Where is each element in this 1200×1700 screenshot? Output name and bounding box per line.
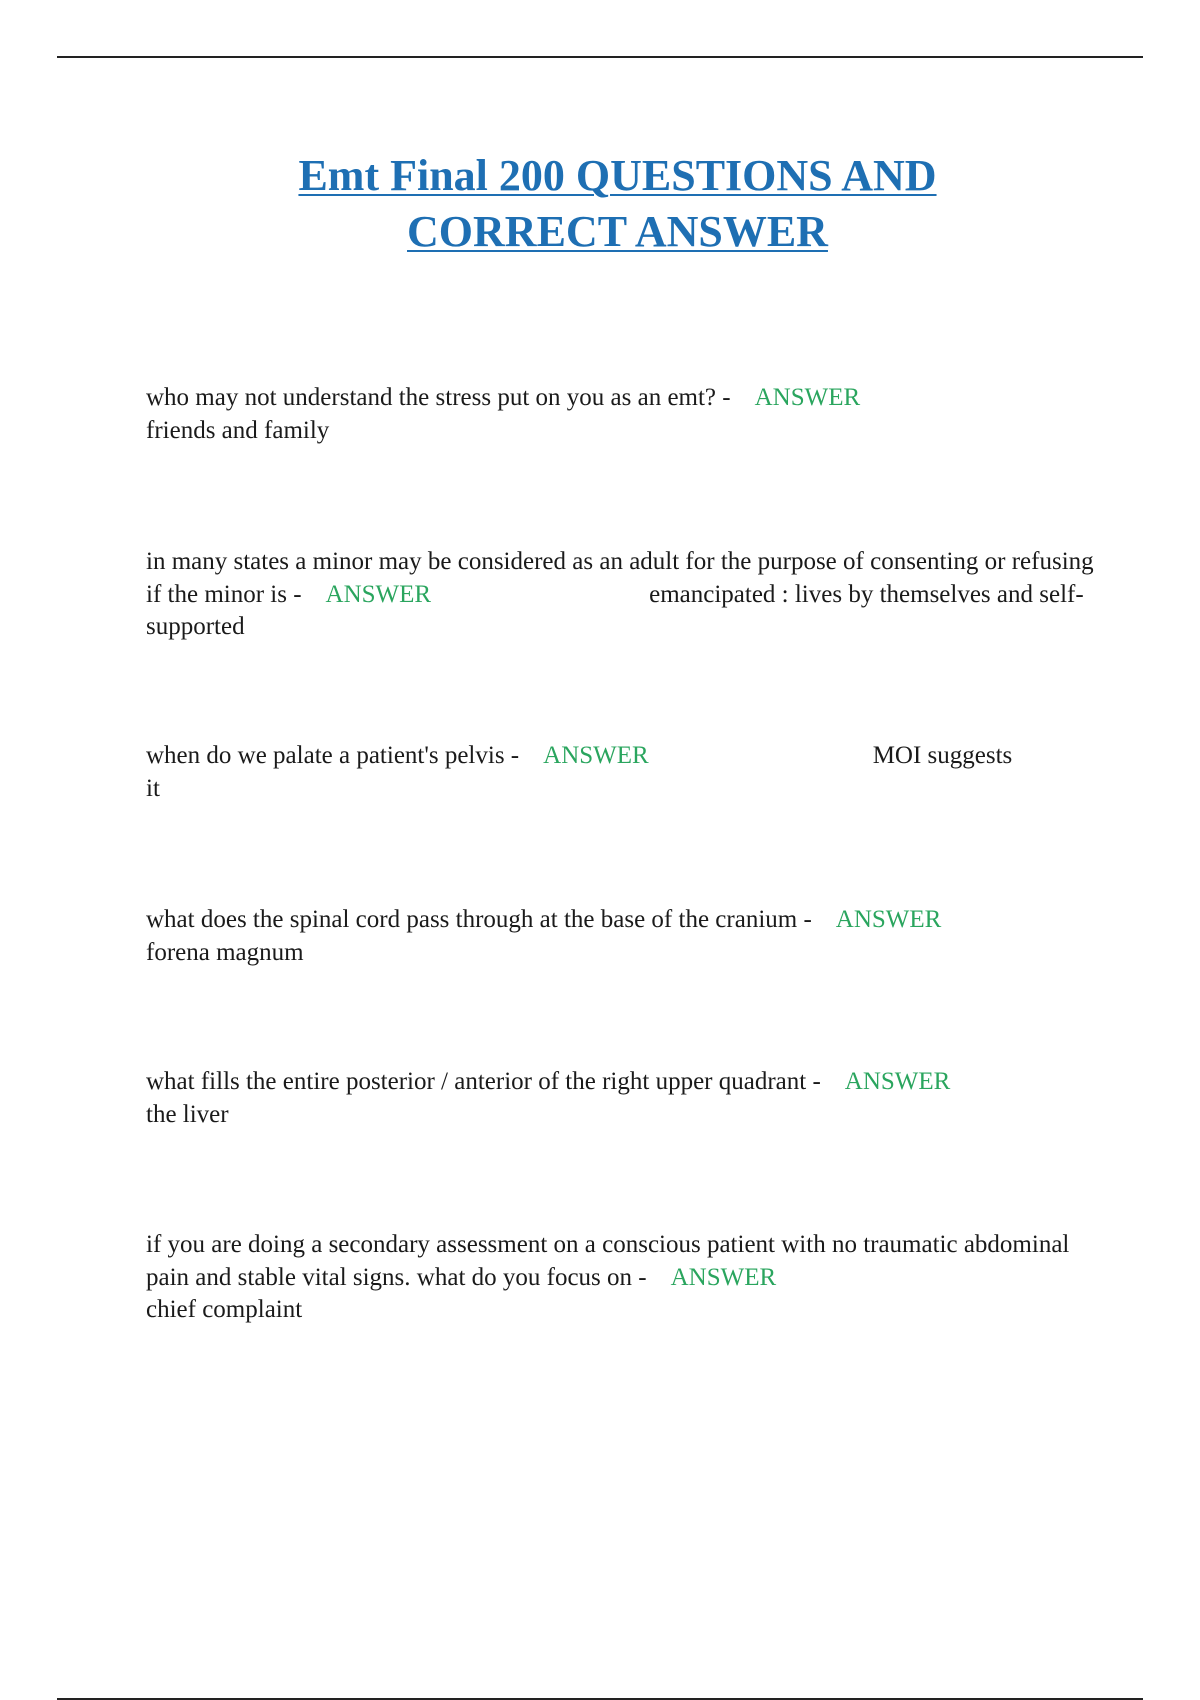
- title-line-2: CORRECT ANSWER: [407, 207, 828, 256]
- answer-text: friends and family: [146, 416, 330, 444]
- top-rule: [57, 56, 1143, 58]
- qa-item-1: [146, 382, 1096, 447]
- qa-item-2: [146, 546, 1100, 644]
- answer-label: ANSWER: [754, 384, 861, 411]
- answer-label: ANSWER: [670, 1263, 777, 1291]
- qa-item-6: [146, 1229, 1096, 1327]
- answer-label: ANSWER: [325, 580, 432, 608]
- question-text: if you are doing a secondary assessment on a conscious patient with no traumatic abdominal pain and stable vital signs. what do you focus on -: [146, 1231, 1076, 1291]
- answer-text: chief complaint: [146, 1296, 303, 1323]
- document-title: [0, 148, 1200, 260]
- qa-item-4: [146, 904, 1096, 969]
- answer-text: MOI suggests it: [146, 742, 1013, 802]
- qa-item-5: [146, 1066, 1096, 1131]
- title-line-1: Emt Final 200 QUESTIONS AND: [298, 151, 937, 200]
- answer-text: emancipated : lives by themselves and self- supported: [146, 580, 1084, 640]
- qa-item-3: [146, 740, 1016, 805]
- question-text: what does the spinal cord pass through at the base of the cranium -: [146, 906, 812, 933]
- question-text: who may not understand the stress put on you as an emt? -: [146, 384, 731, 411]
- answer-label: ANSWER: [543, 742, 649, 769]
- question-text: in many states a minor may be considered as an adult for the purpose of consenting or refusing if the minor is -: [146, 548, 1100, 608]
- answer-label: ANSWER: [844, 1068, 951, 1095]
- answer-label: ANSWER: [835, 906, 942, 933]
- question-text: what fills the entire posterior / anterior of the right upper quadrant -: [146, 1068, 821, 1095]
- answer-text: forena magnum: [146, 938, 304, 966]
- answer-text: the liver: [146, 1100, 229, 1128]
- question-text: when do we palate a patient's pelvis -: [146, 742, 520, 769]
